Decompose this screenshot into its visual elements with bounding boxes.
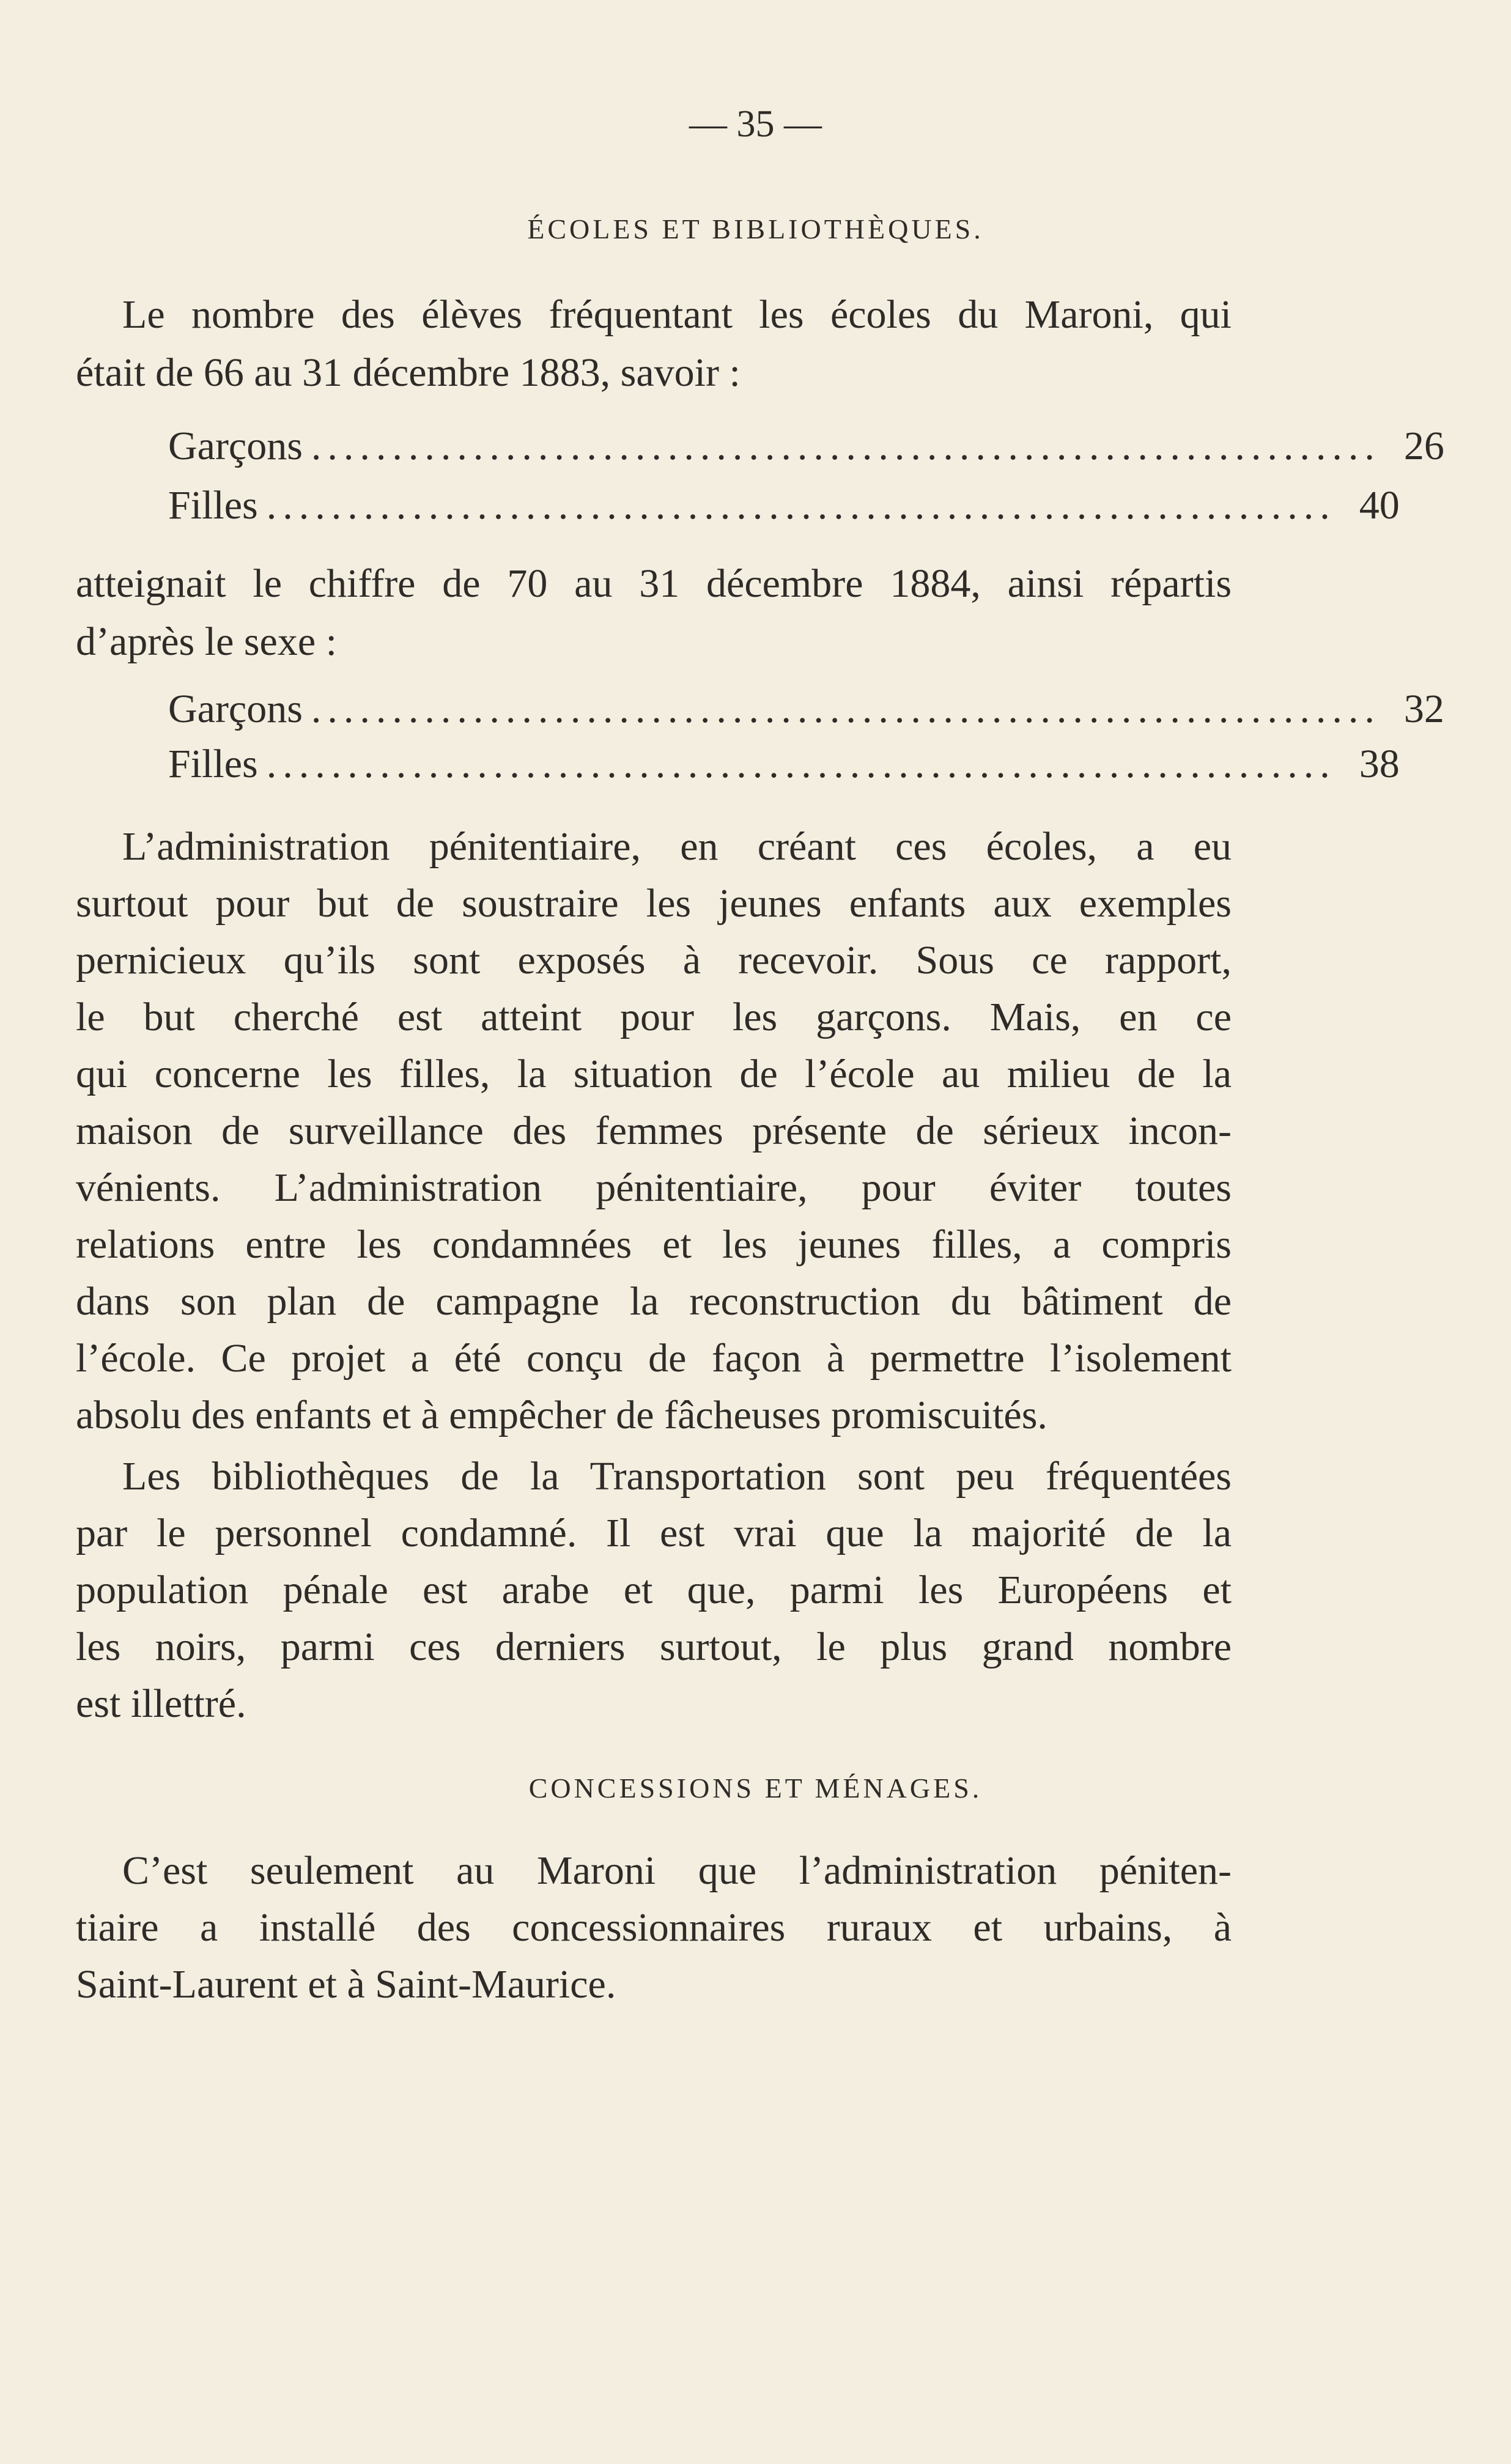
text-line: pernicieux qu’ils sont exposés à recevoir. Sous ce rapport,	[76, 938, 1232, 983]
table-row	[168, 682, 1444, 737]
leader-dots: ..................................................................	[266, 483, 1336, 528]
row-value: 38	[1359, 742, 1400, 786]
section-heading-ecoles: ÉCOLES ET BIBLIOTHÈQUES.	[527, 213, 984, 245]
row-label: Filles	[168, 483, 258, 528]
leader-dots: ..................................................................	[311, 424, 1381, 468]
text-line: Les bibliothèques de la Transportation sont peu fréquentées	[122, 1454, 1232, 1499]
row-label: Filles	[168, 742, 258, 786]
leader-dots: ..................................................................	[311, 687, 1381, 731]
page-number: — 35 —	[689, 103, 822, 145]
text-line: les noirs, parmi ces derniers surtout, le plus grand nombre	[76, 1625, 1232, 1669]
table-row	[168, 478, 1400, 533]
table-row	[168, 419, 1444, 474]
text-line: qui concerne les filles, la situation de l’école au milieu de la	[76, 1052, 1232, 1096]
leader-dots: ..................................................................	[266, 742, 1336, 786]
row-label: Garçons	[168, 687, 303, 731]
row-value: 40	[1359, 483, 1400, 528]
row-value: 26	[1403, 424, 1444, 468]
text-line: le but cherché est atteint pour les garçons. Mais, en ce	[76, 995, 1232, 1039]
text-line: Saint-Laurent et à Saint-Maurice.	[76, 1962, 616, 2007]
text-line: maison de surveillance des femmes présente de sérieux incon-	[76, 1108, 1232, 1153]
text-line: vénients. L’administration pénitentiaire, pour éviter toutes	[76, 1165, 1232, 1210]
text-line: C’est seulement au Maroni que l’administration péniten-	[122, 1848, 1232, 1893]
table-row	[168, 737, 1400, 792]
text-line: Le nombre des élèves fréquentant les écoles du Maroni, qui	[122, 292, 1232, 337]
text-line: L’administration pénitentiaire, en créant ces écoles, a eu	[122, 824, 1232, 869]
row-label: Garçons	[168, 424, 303, 468]
text-line: était de 66 au 31 décembre 1883, savoir :	[76, 350, 741, 395]
text-line: tiaire a installé des concessionnaires ruraux et urbains, à	[76, 1905, 1232, 1950]
text-line: par le personnel condamné. Il est vrai que la majorité de la	[76, 1511, 1232, 1555]
text-line: relations entre les condamnées et les jeunes filles, a compris	[76, 1222, 1232, 1267]
text-line: est illettré.	[76, 1681, 246, 1726]
text-line: absolu des enfants et à empêcher de fâcheuses promiscuités.	[76, 1393, 1047, 1437]
text-line: atteignait le chiffre de 70 au 31 décembre 1884, ainsi répartis	[76, 561, 1232, 606]
row-value: 32	[1403, 687, 1444, 731]
text-line: l’école. Ce projet a été conçu de façon à permettre l’isolement	[76, 1336, 1232, 1381]
text-line: d’après le sexe :	[76, 619, 337, 664]
section-heading-concessions: CONCESSIONS ET MÉNAGES.	[528, 1772, 983, 1804]
text-line: surtout pour but de soustraire les jeunes enfants aux exemples	[76, 881, 1232, 926]
text-line: population pénale est arabe et que, parmi les Européens et	[76, 1568, 1232, 1612]
text-line: dans son plan de campagne la reconstruction du bâtiment de	[76, 1279, 1232, 1324]
